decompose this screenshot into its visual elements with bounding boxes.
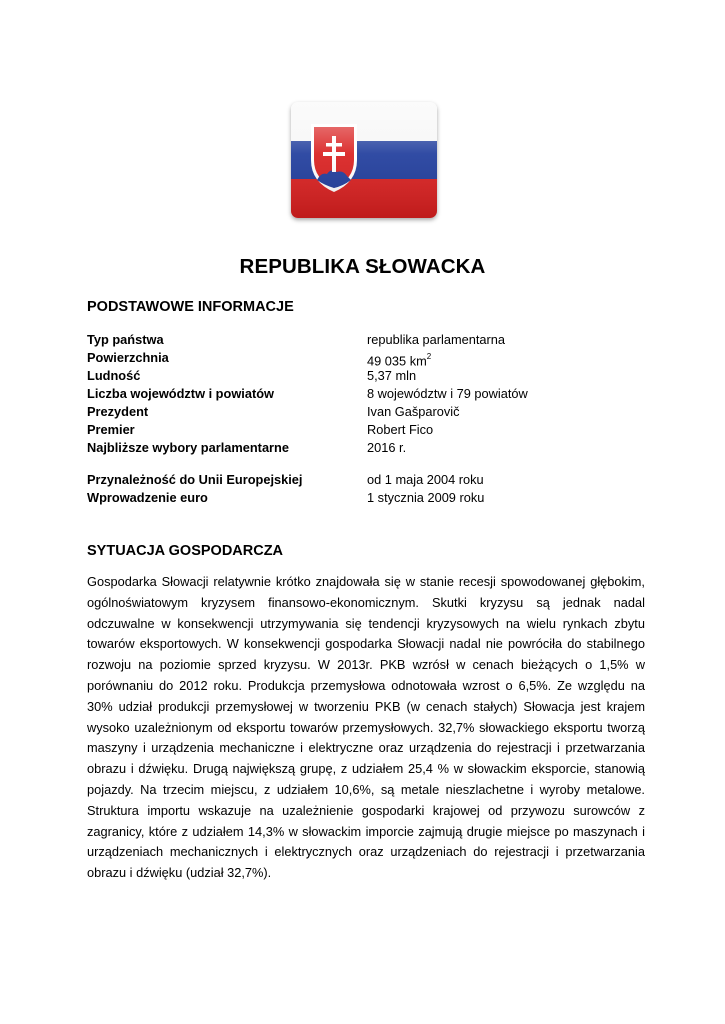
- area-superscript: 2: [426, 352, 432, 361]
- info-row-type: [87, 331, 647, 349]
- economy-paragraph: Gospodarka Słowacji relatywnie krótko znajdowała się w stanie recesji spowodowanej głębokim, ogólnoświatowym kryzysem finansowo-ekonomicznym. Skutki kryzysu są jednak nadal odczuwalne w konsekwencji utrzymywania się tendencji kryzysowych na wielu rynkach zbytu towarów eksportowych. W konsekwencji gospodarka Słowacji nadal nie powróciła do stabilnego rozwoju na poziomie sprzed kryzysu. W 2013r. PKB wzrósł w cenach bieżących o 1,5% w porównaniu do 2012 roku. Produkcja przemysłowa odnotowała wzrost o 6,5%. Ze względu na 30% udział produkcji przemysłowej w tworzeniu PKB (w cenach stałych) Słowacja jest krajem wysoko uzależnionym od eksportu towarów przemysłowych. 32,7% słowackiego eksportu tworzą maszyny i urządzenia mechaniczne i elektryczne oraz urządzenia do rejestracji i przetwarzania obrazu i dźwięku. Drugą największą grupę, z udziałem 25,4 % w słowackim eksporcie, stanowią pojazdy. Na trzecim miejscu, z udziałem 10,6%, są metale nieszlachetne i wyroby metalowe. Struktura importu wskazuje na uzależnienie gospodarki krajowej od przywozu surowców z zagranicy, które z udziałem 14,3% w słowackim imporcie zajmują drugie miejsce po maszynach i urządzeniach mechanicznych i elektrycznych oraz urządzeniach do rejestracji i przetwarzania obrazu i dźwięku (udział 32,7%).: [87, 574, 645, 881]
- info-value: 5,37 mln: [367, 368, 417, 383]
- info-value: 1 stycznia 2009 roku: [367, 490, 485, 505]
- info-label: Prezydent: [87, 404, 149, 419]
- info-label: Ludność: [87, 368, 141, 383]
- info-label: Wprowadzenie euro: [87, 490, 208, 505]
- info-row-regions: [87, 385, 647, 403]
- slovakia-flag-icon: [291, 102, 437, 218]
- info-value: 2016 r.: [367, 440, 407, 455]
- info-value: 8 województw i 79 powiatów: [367, 386, 528, 401]
- info-row-premier: [87, 421, 647, 439]
- info-row-population: [87, 367, 647, 385]
- info-label: Typ państwa: [87, 332, 164, 347]
- info-value: Ivan Gašparovič: [367, 404, 460, 419]
- info-row-elections: [87, 439, 647, 457]
- info-label: Liczba województw i powiatów: [87, 386, 274, 401]
- info-value: od 1 maja 2004 roku: [367, 472, 484, 487]
- area-value: 49 035 km: [367, 353, 427, 369]
- info-row-euro: [87, 489, 647, 507]
- page-title: REPUBLIKA SŁOWACKA: [239, 255, 486, 278]
- info-value: Robert Fico: [367, 422, 434, 437]
- info-label: Przynależność do Unii Europejskiej: [87, 472, 303, 487]
- info-label: Powierzchnia: [87, 350, 169, 365]
- basic-info-heading: PODSTAWOWE INFORMACJE: [87, 299, 294, 315]
- info-row-president: [87, 403, 647, 421]
- info-value: republika parlamentarna: [367, 332, 506, 347]
- economy-heading: SYTUACJA GOSPODARCZA: [87, 543, 284, 559]
- info-label: Premier: [87, 422, 135, 437]
- info-row-area: [87, 349, 647, 367]
- info-label: Najbliższe wybory parlamentarne: [87, 440, 289, 455]
- info-row-eu-membership: [87, 471, 647, 489]
